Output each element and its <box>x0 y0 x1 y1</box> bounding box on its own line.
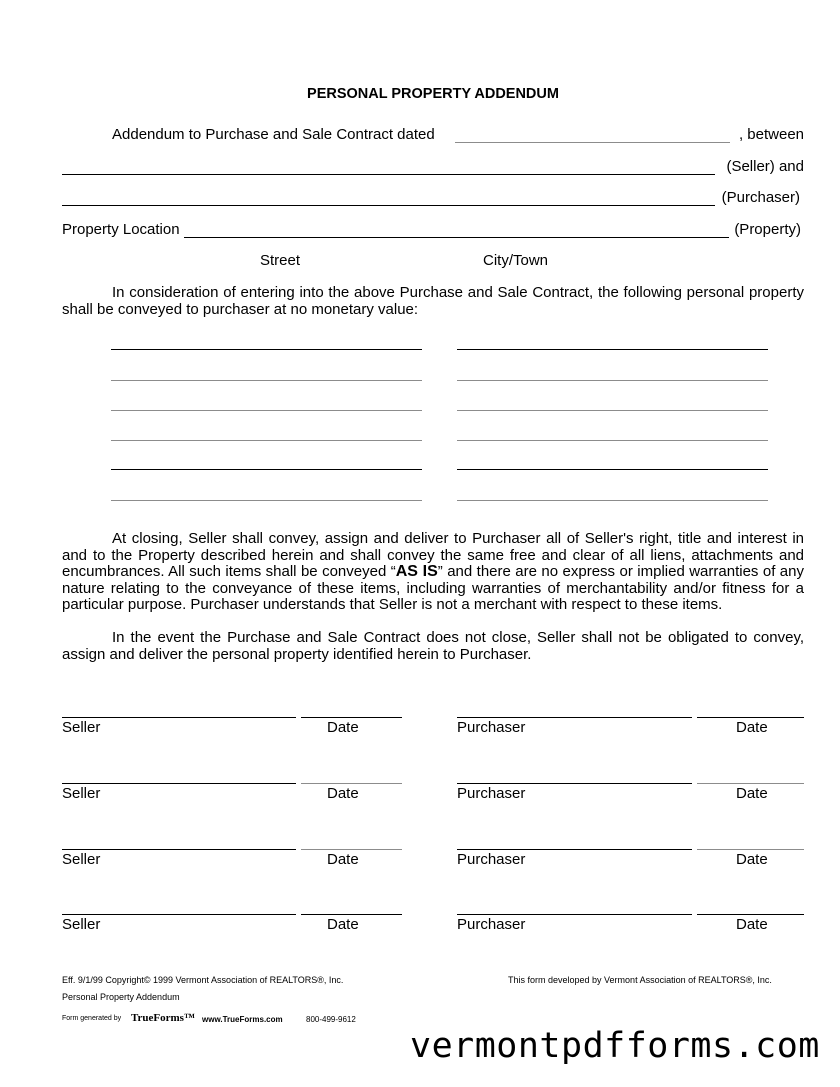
purchaser-label: Purchaser <box>457 916 526 933</box>
purchaser-date-line[interactable] <box>697 783 804 784</box>
seller-date-line[interactable] <box>301 914 402 915</box>
purchaser-date-line[interactable] <box>697 849 804 850</box>
date-label: Date <box>327 785 359 802</box>
consideration-paragraph: In consideration of entering into the above Purchase and Sale Contract, the following personal property shall be conveyed to purchaser at no monetary value: <box>62 284 804 318</box>
item-line[interactable] <box>111 410 422 411</box>
website-link[interactable]: www.TrueForms.com <box>202 1015 283 1024</box>
seller-signature-line[interactable] <box>62 849 296 850</box>
purchaser-signature-line[interactable] <box>457 914 692 915</box>
developed-by-notice: This form developed by Vermont Association of REALTORS®, Inc. <box>508 975 772 985</box>
item-line[interactable] <box>457 440 768 441</box>
seller-suffix: (Seller) and <box>726 158 804 175</box>
page-title: PERSONAL PROPERTY ADDENDUM <box>307 86 559 102</box>
item-line[interactable] <box>111 380 422 381</box>
addendum-dated-label: Addendum to Purchase and Sale Contract dated <box>112 126 435 143</box>
item-line[interactable] <box>457 380 768 381</box>
copyright-notice: Eff. 9/1/99 Copyright© 1999 Vermont Association of REALTORS®, Inc. <box>62 975 344 985</box>
seller-signature-line[interactable] <box>62 783 296 784</box>
purchaser-label: Purchaser <box>457 851 526 868</box>
purchaser-label: Purchaser <box>457 785 526 802</box>
purchaser-suffix: (Purchaser) <box>721 189 800 206</box>
item-line[interactable] <box>111 469 422 470</box>
purchaser-signature-line[interactable] <box>457 849 692 850</box>
item-line[interactable] <box>457 410 768 411</box>
seller-label: Seller <box>62 785 101 802</box>
seller-label: Seller <box>62 851 101 868</box>
seller-signature-line[interactable] <box>62 717 296 718</box>
seller-date-line[interactable] <box>301 849 402 850</box>
property-location-field[interactable] <box>184 237 729 238</box>
contract-date-field[interactable] <box>455 142 730 143</box>
seller-signature-line[interactable] <box>62 914 296 915</box>
generated-by-label: Form generated by <box>62 1015 122 1022</box>
item-line[interactable] <box>111 500 422 501</box>
date-label: Date <box>736 851 768 868</box>
item-line[interactable] <box>457 500 768 501</box>
seller-label: Seller <box>62 719 101 736</box>
date-label: Date <box>736 785 768 802</box>
street-label: Street <box>260 252 301 269</box>
purchaser-date-line[interactable] <box>697 717 804 718</box>
purchaser-signature-line[interactable] <box>457 717 692 718</box>
item-line[interactable] <box>457 469 768 470</box>
non-closing-paragraph: In the event the Purchase and Sale Contract does not close, Seller shall not be obligated to convey, assign and deliver the personal property identified herein to Purchaser. <box>62 629 804 663</box>
trueforms-logo: TrueForms™ <box>131 1012 195 1024</box>
date-label: Date <box>327 916 359 933</box>
seller-name-field[interactable] <box>62 174 715 175</box>
between-label: , between <box>738 126 804 143</box>
property-location-label: Property Location <box>62 221 180 238</box>
item-line[interactable] <box>111 440 422 441</box>
purchaser-date-line[interactable] <box>697 914 804 915</box>
phone-number: 800-499-9612 <box>306 1015 356 1024</box>
date-label: Date <box>736 719 768 736</box>
purchaser-name-field[interactable] <box>62 205 715 206</box>
date-label: Date <box>736 916 768 933</box>
date-label: Date <box>327 851 359 868</box>
item-line[interactable] <box>457 349 768 350</box>
closing-paragraph: At closing, Seller shall convey, assign and deliver to Purchaser all of Seller's right, title and interest in and to the Property described herein and shall convey the same free and clear of all liens, attachments and encumbrances. All such items shall be conveyed “AS IS” and there are no express or implied warranties of any nature relating to the conveyance of these items, including warranties of merchantability and/or fitness for a particular purpose. Purchaser understands that Seller is not a merchant with respect to these items. <box>62 530 804 613</box>
item-line[interactable] <box>111 349 422 350</box>
seller-date-line[interactable] <box>301 783 402 784</box>
seller-date-line[interactable] <box>301 717 402 718</box>
watermark-text: vermontpdfforms.com <box>410 1026 820 1066</box>
purchaser-label: Purchaser <box>457 719 526 736</box>
city-town-label: City/Town <box>483 252 549 269</box>
form-name: Personal Property Addendum <box>62 992 180 1002</box>
date-label: Date <box>327 719 359 736</box>
purchaser-signature-line[interactable] <box>457 783 692 784</box>
property-suffix: (Property) <box>734 221 801 238</box>
seller-label: Seller <box>62 916 101 933</box>
